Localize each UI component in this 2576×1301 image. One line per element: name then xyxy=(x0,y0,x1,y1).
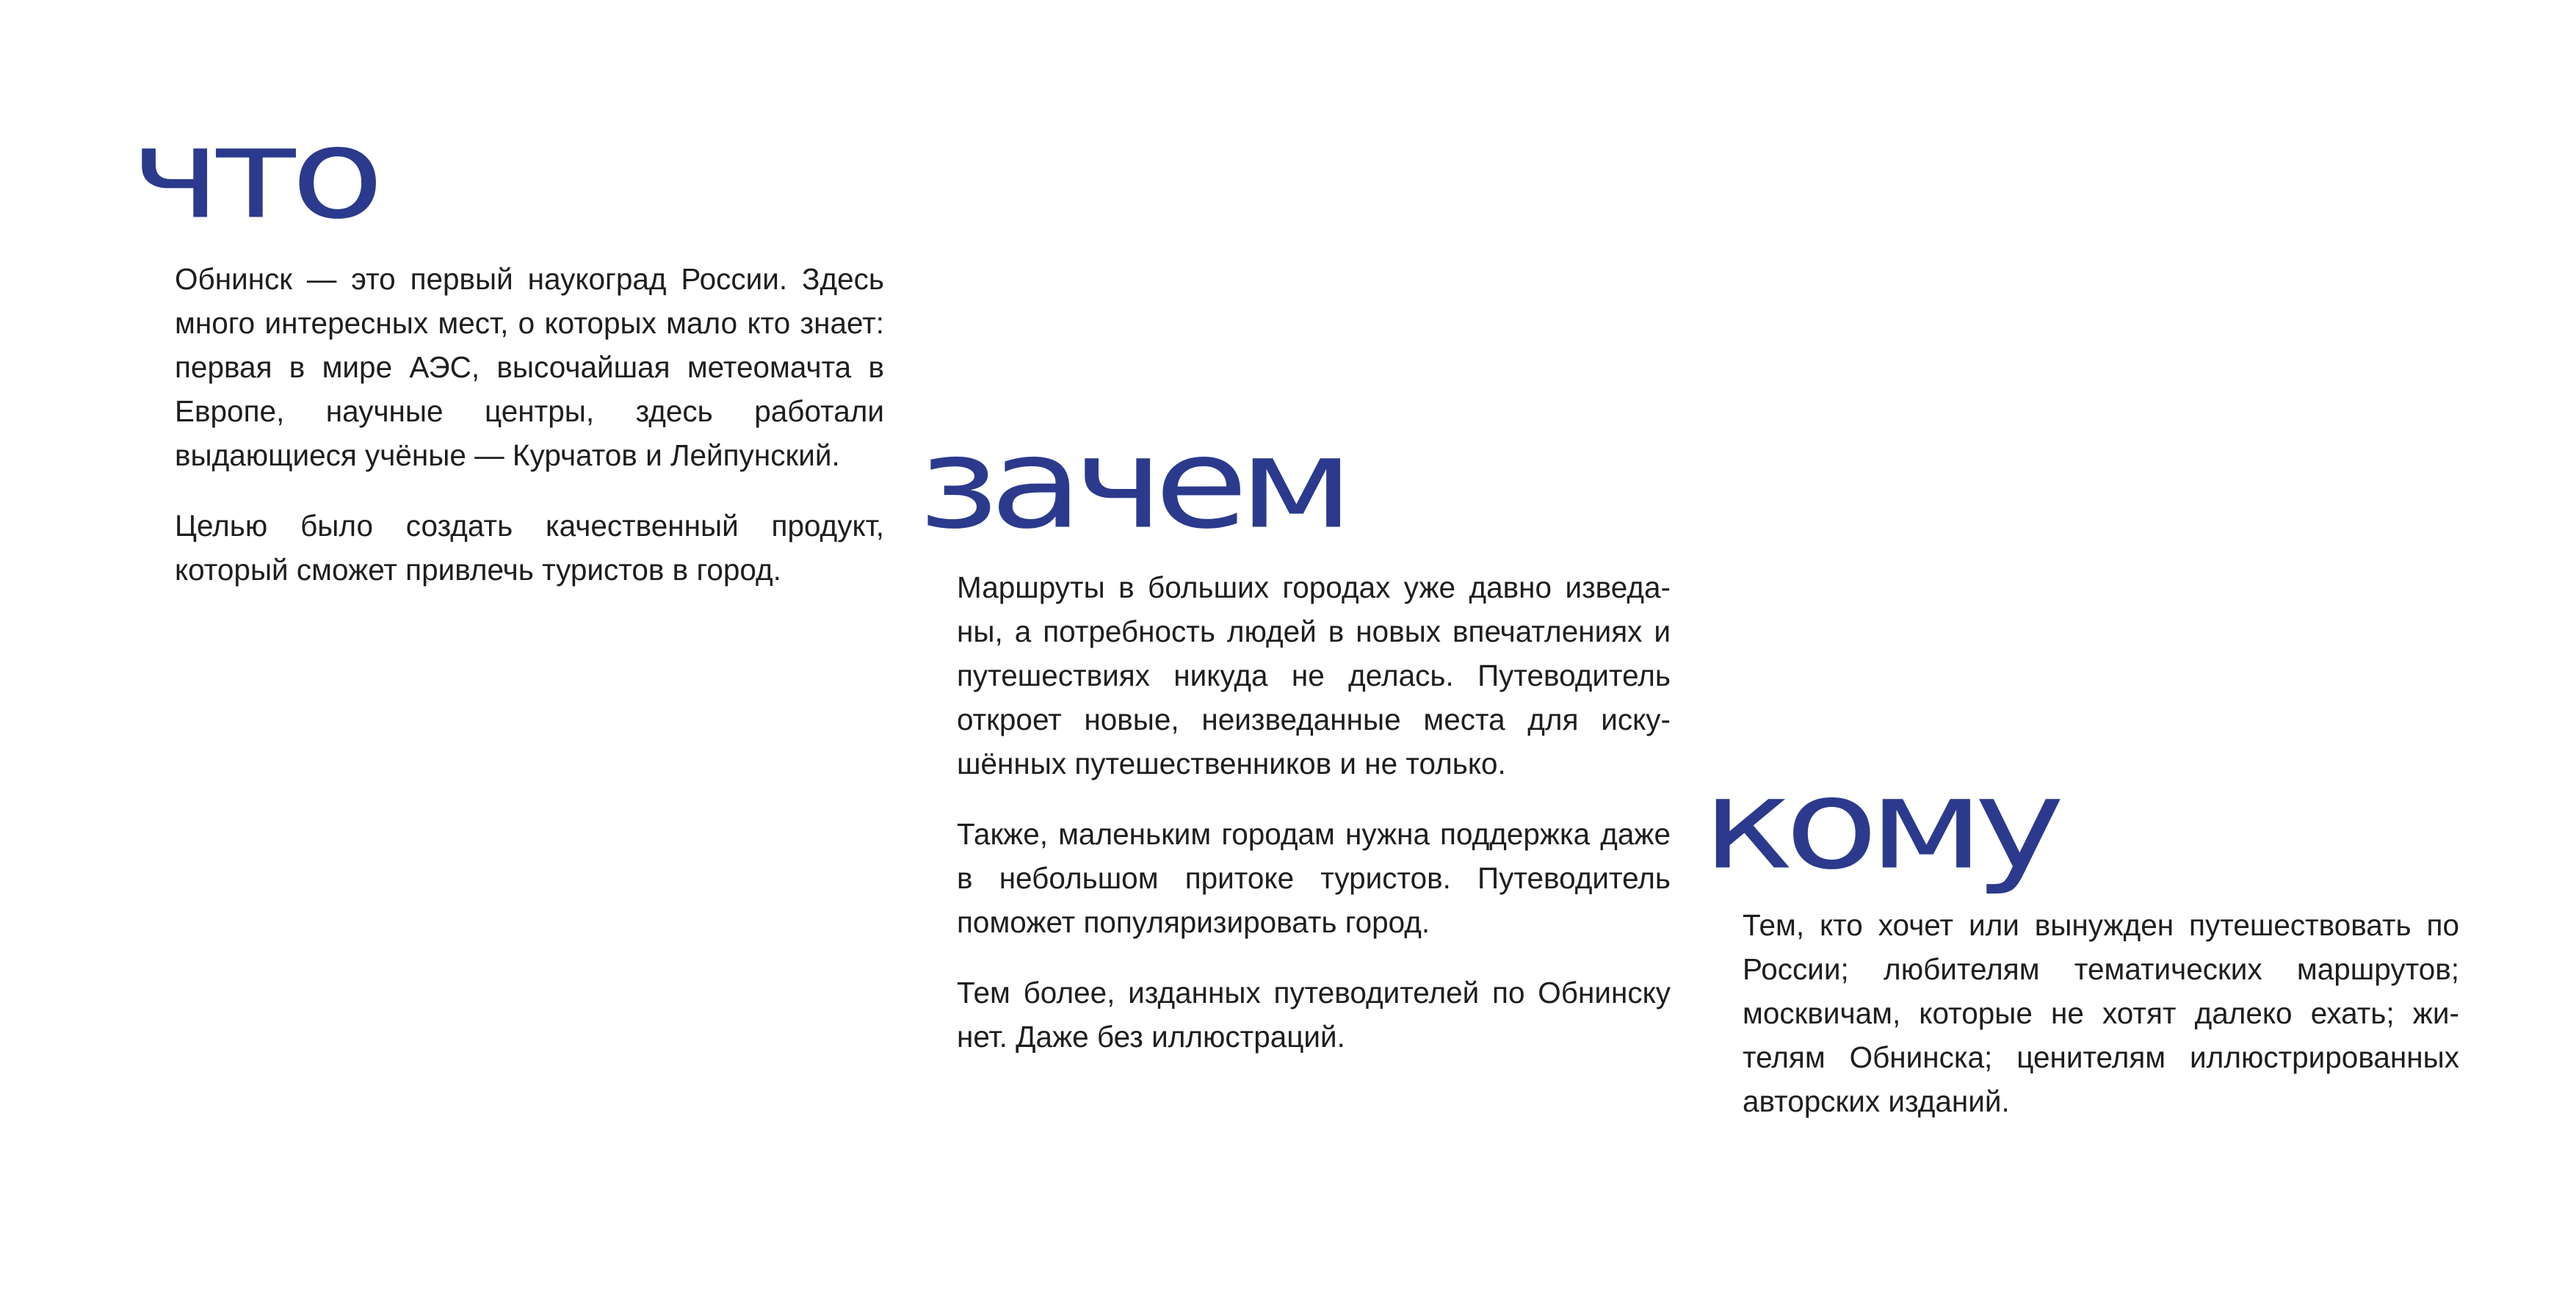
section-body-komu xyxy=(1743,903,2459,1123)
section-heading-komu: кому xyxy=(1702,752,2055,898)
paragraph: Тем более, изданных путеводителей по Обнинску нет. Даже без иллюстраций. xyxy=(957,976,1671,1054)
section-heading-zachem: зачем xyxy=(918,411,1345,557)
section-body-zachem xyxy=(957,565,1671,1059)
paragraph: Тем, кто хочет или вынужден путешествовать по России; любителям тематических маршрутов; москвичам, которые не хотят далеко ехать; жителям Обнинска; ценителям иллюстрированных авторских изданий. xyxy=(1743,908,2459,1118)
paragraph: Целью было создать качественный продукт, который сможет привлечь туристов в город. xyxy=(175,509,884,587)
paragraph: Также, маленьким городам нужна поддержка даже в небольшом притоке туристов. Путеводитель поможет популяризировать город. xyxy=(957,817,1671,939)
paragraph: Обнинск — это первый наукоград России. Здесь много интересных мест, о которых мало кто знает: первая в мире АЭС, высочайшая метеомачта в Европе, научные центры, здесь работали выдающиеся учёные — Курчатов и Лейпунский. xyxy=(175,262,884,472)
section-body-chto xyxy=(175,257,884,592)
section-heading-chto: что xyxy=(131,101,375,247)
paragraph: Маршруты в больших городах уже давно изведаны, а потребность людей в новых впечатлениях и путешествиях никуда не делась. Путеводитель откроет новые, неизведанные места для искушённых путешественников и не только. xyxy=(957,570,1671,780)
